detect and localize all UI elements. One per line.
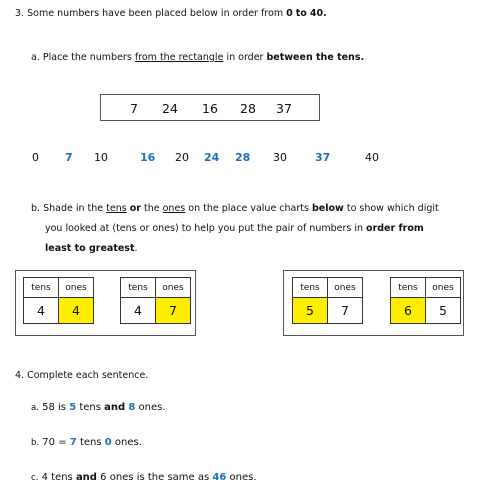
header-ones: ones [426, 278, 461, 298]
question-3b-line-2: you looked at (tens or ones) to help you put the pair of numbers in order from [45, 223, 424, 234]
ones-cell[interactable]: 7 [328, 298, 363, 324]
number-line-answer: 37 [315, 151, 331, 164]
rectangle-number: 28 [240, 101, 256, 116]
place-value-chart-1 [23, 277, 94, 324]
answer-value: 5 [69, 402, 77, 413]
number-line-answer: 28 [235, 151, 251, 164]
header-ones: ones [328, 278, 363, 298]
number-line-value: 0 [32, 151, 39, 164]
number-line-value: 40 [365, 151, 379, 164]
ones-cell-shaded[interactable]: 7 [156, 298, 191, 324]
tens-cell-shaded[interactable]: 6 [391, 298, 426, 324]
tens-cell[interactable]: 4 [121, 298, 156, 324]
number-line-answer: 24 [204, 151, 220, 164]
numbers-rectangle [100, 94, 320, 121]
rectangle-number: 24 [162, 101, 178, 116]
rectangle-number: 37 [276, 101, 292, 116]
place-value-chart-4 [390, 277, 461, 324]
number-line-value: 30 [273, 151, 287, 164]
rectangle-number: 16 [202, 101, 218, 116]
header-ones: ones [156, 278, 191, 298]
place-value-chart-3 [292, 277, 363, 324]
question-3a-instruction: a. Place the numbers from the rectangle in order between the tens. [31, 52, 365, 63]
tens-cell-shaded[interactable]: 5 [293, 298, 328, 324]
question-3b-line-1: b. Shade in the tens or the ones on the place value charts below to show which digit [31, 203, 439, 214]
question-4-title: 4. Complete each sentence. [15, 370, 149, 381]
answer-value: 0 [104, 437, 112, 448]
number-line-value: 10 [94, 151, 108, 164]
ones-cell-shaded[interactable]: 4 [59, 298, 94, 324]
header-tens: tens [391, 278, 426, 298]
question-4b-sentence: b. 70 = 7 tens 0 ones. [31, 437, 142, 448]
ones-cell[interactable]: 5 [426, 298, 461, 324]
answer-value: 7 [69, 437, 77, 448]
tens-cell[interactable]: 4 [24, 298, 59, 324]
header-tens: tens [121, 278, 156, 298]
question-4c-sentence: c. 4 tens and 6 ones is the same as 46 ones. [31, 472, 257, 483]
header-ones: ones [59, 278, 94, 298]
number-line-value: 20 [175, 151, 189, 164]
place-value-chart-2 [120, 277, 191, 324]
question-4a-sentence: a. 58 is 5 tens and 8 ones. [31, 402, 166, 413]
header-tens: tens [24, 278, 59, 298]
number-line-answer: 16 [140, 151, 156, 164]
question-3-title: 3. Some numbers have been placed below in order from 0 to 40. [15, 8, 327, 19]
number-line-answer: 7 [65, 151, 73, 164]
header-tens: tens [293, 278, 328, 298]
rectangle-number: 7 [130, 101, 138, 116]
answer-value: 8 [128, 402, 136, 413]
answer-value: 46 [212, 472, 227, 483]
question-3b-line-3: least to greatest. [45, 243, 138, 254]
